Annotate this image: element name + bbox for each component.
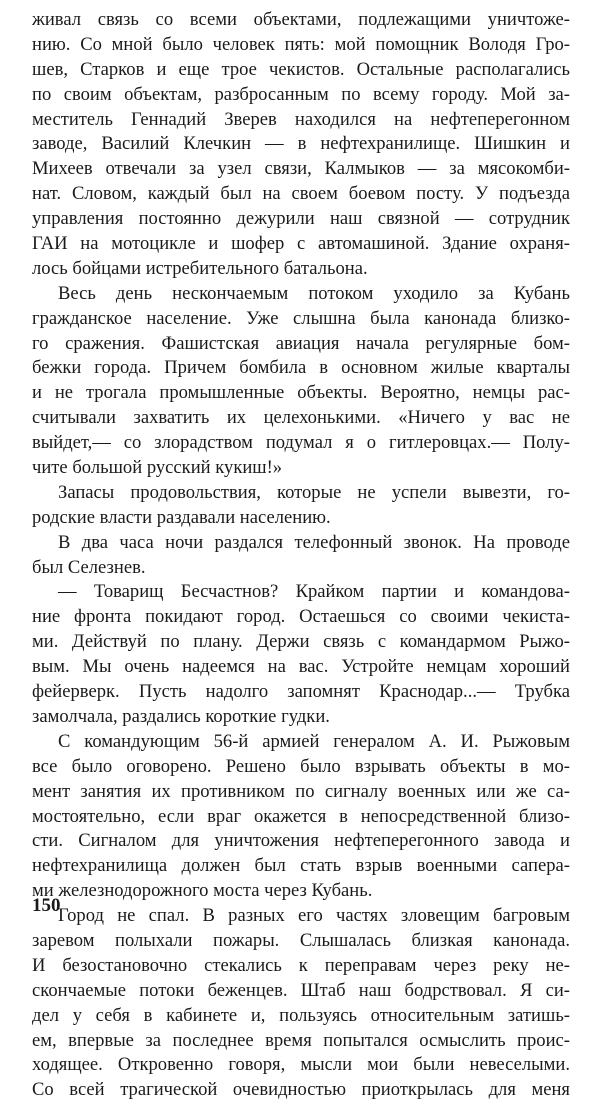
text-line: живал связь со всеми объектами, подлежащими уничтоже- <box>32 9 570 30</box>
text-line: В два часа ночи раздался телефонный звонок. На проводе <box>58 531 570 553</box>
text-line: был Селезнев. <box>32 556 146 578</box>
text-line: замолчала, раздались короткие гудки. <box>32 705 330 727</box>
paragraph <box>32 531 570 581</box>
text-line: нефтехранилища должен был стать взрыв военными сапера- <box>32 855 570 877</box>
text-line: ми. Действуй по плану. Держи связь с командармом Рыжо- <box>32 631 570 653</box>
text-line: го сражения. Фашистская авиация начала регулярные бом- <box>32 332 570 354</box>
text-line: — Товарищ Бесчастнов? Крайком партии и командова- <box>58 581 570 603</box>
text-line: фейерверк. Пусть надолго запомнят Краснодар...— Трубка <box>32 681 570 703</box>
text-line: управления постоянно дежурили наш связной — сотрудник <box>32 208 570 230</box>
text-line: Город не спал. В разных его частях зловещим багровым <box>58 905 570 927</box>
text-line: мент занятия их противником по сигналу военных или же са- <box>32 780 570 802</box>
text-line: мостоятельно, если враг окажется в непосредственной близо- <box>32 805 570 827</box>
text-line: шев, Старков и еще трое чекистов. Остальные располагались <box>32 58 570 80</box>
text-line: меститель Геннадий Зверев находился на нефтеперегонном <box>32 108 570 130</box>
paragraph <box>32 730 570 904</box>
text-line: заводе, Василий Клечкин — в нефтехранилище. Шишкин и <box>32 133 570 155</box>
text-line: Со всей трагической очевидностью приоткрылась для меня <box>32 1079 570 1101</box>
text-line: по своим объектам, разбросанным по всему городу. Мой за- <box>32 83 570 105</box>
text-line: нию. Со мной было человек пять: мой помощник Володя Гро- <box>32 33 570 55</box>
text-line: ми железнодорожного моста через Кубань. <box>32 880 373 902</box>
text-line: дел у себя в кабинете и, пользуясь относительным затишь- <box>32 1004 570 1026</box>
text-line: гражданское население. Уже слышна была канонада близко- <box>32 307 570 329</box>
paragraph <box>32 282 570 481</box>
text-line: С командующим 56-й армией генералом А. И. Рыжовым <box>58 730 570 752</box>
page-body <box>32 8 570 1103</box>
paragraph <box>32 481 570 531</box>
text-line: чите большой русский кукиш!» <box>32 457 283 479</box>
paragraph <box>32 904 570 1103</box>
text-line: считывали захватить их целехонькими. «Ничего у вас не <box>32 407 570 429</box>
text-line: и не трогала промышленные объекты. Вероятно, немцы рас- <box>32 382 570 404</box>
text-line: лось бойцами истребительного батальона. <box>32 257 368 279</box>
text-line: бежки города. Причем бомбила в основном жилые кварталы <box>32 357 570 379</box>
text-line: ние фронта покидают город. Остаешься со своими чекиста- <box>32 606 570 628</box>
text-line: И безостановочно стекались к переправам через реку не- <box>32 954 570 976</box>
text-line: Весь день нескончаемым потоком уходило за Кубань <box>58 282 570 304</box>
text-line: ходящее. Откровенно говоря, мысли мои были невеселыми. <box>32 1054 570 1076</box>
text-line: все было оговорено. Решено было взрывать объекты в мо- <box>32 755 570 777</box>
text-line: ГАИ на мотоцикле и шофер с автомашиной. Здание охраня- <box>32 233 570 255</box>
text-line: вым. Мы очень надеемся на вас. Устройте немцам хороший <box>32 656 570 678</box>
text-line: ем, впервые за последнее время попытался осмыслить проис- <box>32 1029 570 1051</box>
paragraph <box>32 8 570 282</box>
text-line: Михеев отвечали за узел связи, Калмыков — за мясокомби- <box>32 158 570 180</box>
text-line: нат. Словом, каждый был на своем боевом посту. У подъезда <box>32 183 570 205</box>
page-number: 150 <box>32 895 61 916</box>
text-line: сти. Сигналом для уничтожения нефтеперегонного завода и <box>32 830 570 852</box>
text-line: Запасы продовольствия, которые не успели вывезти, го- <box>58 481 570 503</box>
text-line: заревом полыхали пожары. Слышалась близкая канонада. <box>32 929 570 951</box>
text-line: скончаемые потоки беженцев. Штаб наш бодрствовал. Я си- <box>32 979 570 1001</box>
text-line: выйдет,— со злорадством подумал я о гитлеровцах.— Полу- <box>32 432 570 454</box>
paragraph <box>32 580 570 729</box>
text-line: родские власти раздавали населению. <box>32 506 331 528</box>
